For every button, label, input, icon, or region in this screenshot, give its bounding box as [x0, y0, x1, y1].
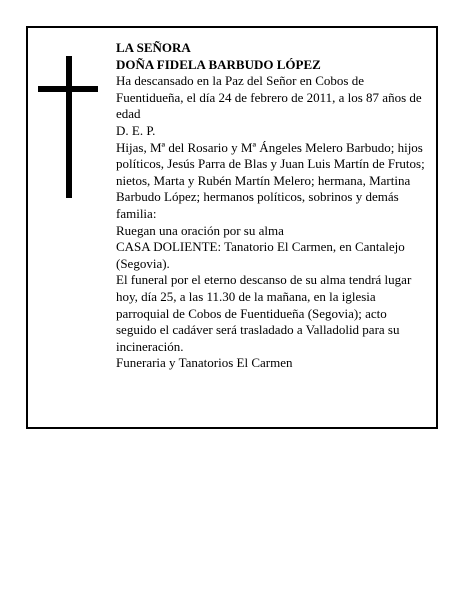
obituary-notice	[26, 26, 438, 429]
funeral-details: El funeral por el eterno descanso de su alma tendrá lugar hoy, día 25, a las 11.30 de la mañana, en la iglesia parroquial de Cobos de Fuentidueña (Segovia); acto seguido el cadáver será trasladado a Valladolid para su incineración.	[116, 272, 412, 354]
death-announcement: Ha descansado en la Paz del Señor en Cobos de Fuentidueña, el día 24 de febrero de 2011, a los 87 años de edad	[116, 73, 422, 122]
notice-title-line-1: LA SEÑORA	[116, 40, 191, 55]
dep-abbreviation: D. E. P.	[116, 122, 156, 138]
prayer-request: Ruegan una oración por su alma	[116, 222, 284, 238]
deceased-name: DOÑA FIDELA BARBUDO LÓPEZ	[116, 56, 321, 72]
cross-icon	[38, 56, 98, 198]
cross-vertical-bar	[66, 56, 72, 198]
notice-text-block	[116, 40, 428, 372]
cross-horizontal-bar	[38, 86, 98, 92]
casa-doliente: CASA DOLIENTE: Tanatorio El Carmen, en Cantalejo (Segovia).	[116, 239, 405, 271]
family-list: Hijas, Mª del Rosario y Mª Ángeles Melero Barbudo; hijos políticos, Jesús Parra de Blas y Juan Luis Martín de Frutos; nietos, Marta y Rubén Martín Melero; hermana, Martina Barbudo López; hermanos políticos, sobrinos y demás familia:	[116, 139, 425, 221]
funeral-home: Funeraria y Tanatorios El Carmen	[116, 355, 293, 371]
